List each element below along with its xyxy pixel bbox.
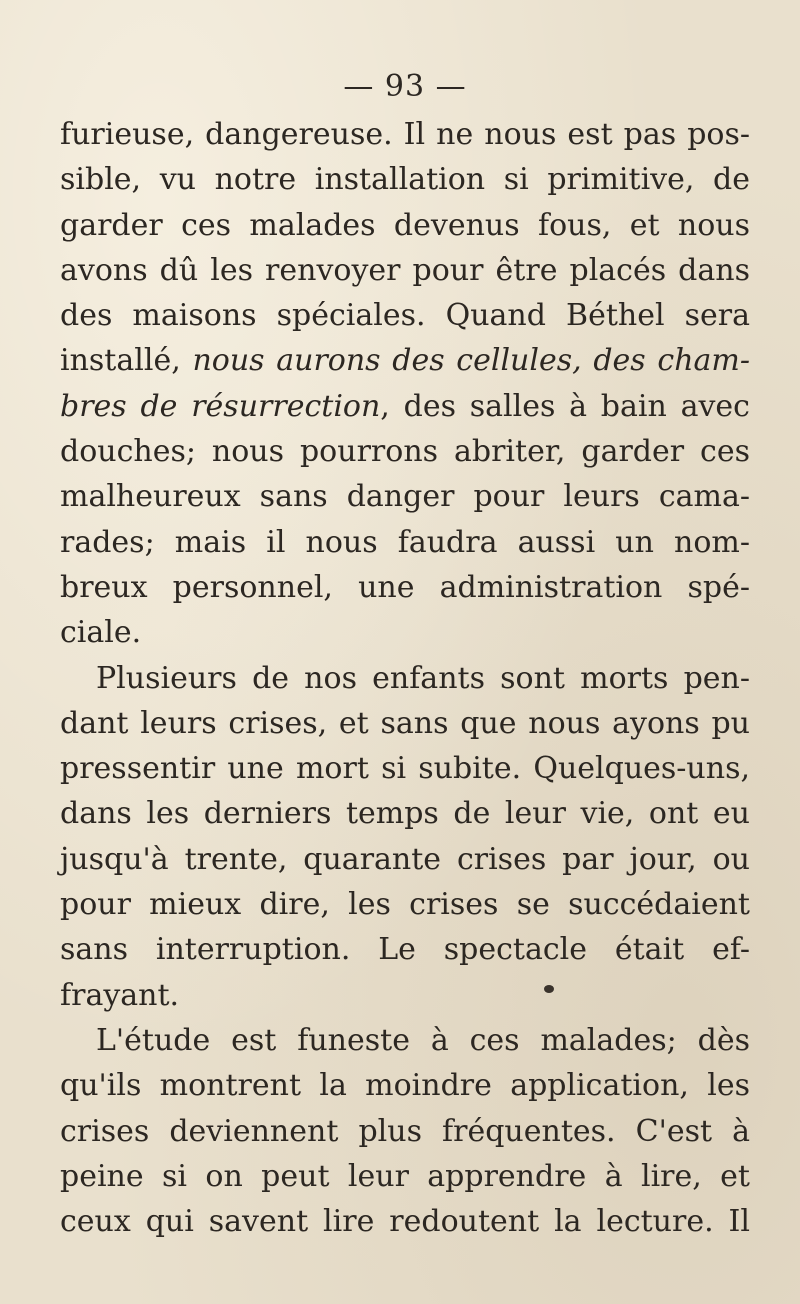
page-body bbox=[60, 112, 750, 1244]
text-line: rades; mais il nous faudra aussi un nom- bbox=[60, 524, 750, 560]
text-line: dans les derniers temps de leur vie, ont eu bbox=[60, 796, 750, 832]
text-line: dant leurs crises, et sans que nous ayons pu bbox=[60, 705, 750, 741]
text-run: , des salles à bain avec bbox=[380, 388, 750, 424]
text-line: sible, vu notre installation si primitive, de bbox=[60, 162, 750, 198]
text-line: Plusieurs de nos enfants sont morts pen- bbox=[96, 660, 750, 696]
book-page bbox=[60, 62, 750, 1244]
text-line: peine si on peut leur apprendre à lire, et bbox=[60, 1158, 750, 1194]
text-line: pour mieux dire, les crises se succédaient bbox=[60, 887, 750, 923]
text-line: breux personnel, une administration spé- bbox=[60, 569, 750, 605]
text-run: installé, bbox=[60, 343, 193, 379]
text-line: garder ces malades devenus fous, et nous bbox=[60, 207, 750, 243]
text-line: pressentir une mort si subite. Quelques-uns, bbox=[60, 751, 750, 787]
text-line: qu'ils montrent la moindre application, les bbox=[60, 1068, 750, 1104]
page-number: — 93 — bbox=[343, 69, 467, 104]
text-line: jusqu'à trente, quarante crises par jour, ou bbox=[60, 841, 750, 877]
italic-run: bres de résurrection bbox=[60, 388, 381, 424]
text-line: douches; nous pourrons abriter, garder ces bbox=[60, 434, 750, 470]
text-line: L'étude est funeste à ces malades; dès bbox=[96, 1022, 750, 1058]
ink-speck bbox=[544, 985, 554, 993]
text-line bbox=[60, 338, 750, 383]
text-line bbox=[60, 384, 750, 429]
text-line: ceux qui savent lire redoutent la lecture. Il bbox=[60, 1204, 750, 1240]
text-line: crises deviennent plus fréquentes. C'est à bbox=[60, 1113, 750, 1149]
text-line: sans interruption. Le spectacle était ef- bbox=[60, 932, 750, 968]
text-line: furieuse, dangereuse. Il ne nous est pas pos- bbox=[60, 117, 750, 152]
text-line: frayant. bbox=[60, 977, 180, 1013]
text-line: ciale. bbox=[60, 615, 142, 651]
italic-run: nous aurons des cellules, des cham- bbox=[192, 343, 750, 379]
text-line: malheureux sans danger pour leurs cama- bbox=[60, 479, 750, 515]
text-line: des maisons spéciales. Quand Béthel sera bbox=[60, 298, 750, 334]
text-line: avons dû les renvoyer pour être placés dans bbox=[60, 252, 750, 288]
